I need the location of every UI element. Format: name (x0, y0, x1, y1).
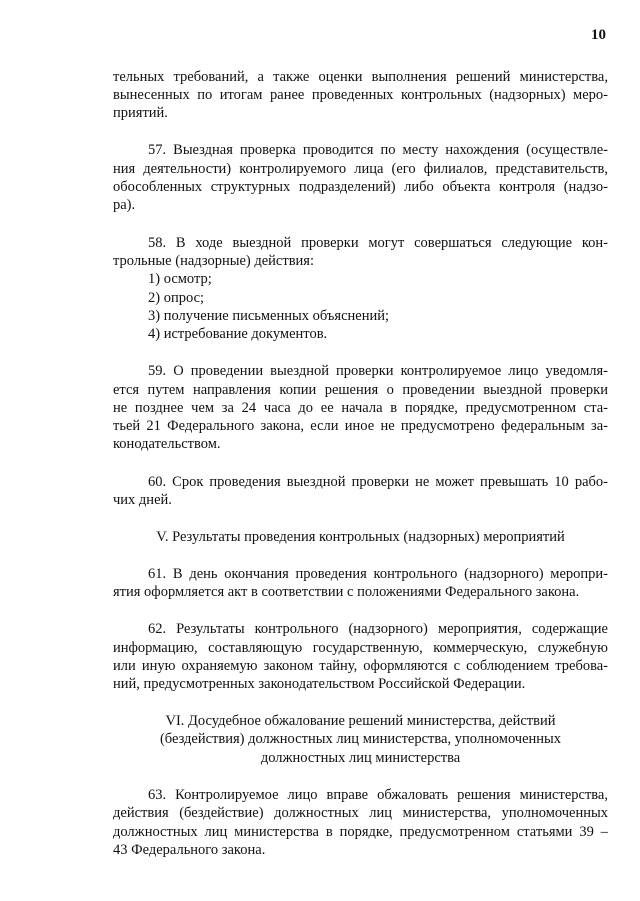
paragraph-line: 4) истребование документов. (148, 326, 328, 342)
paragraph-line: 63. Контролируемое лицо вправе обжаловать решения министерства, (148, 787, 608, 803)
paragraph-line: чих дней. (113, 492, 172, 508)
paragraph-line: ний, предусмотренных законодательством Российской Федерации. (113, 676, 526, 692)
page-number: 10 (591, 27, 606, 43)
paragraph-line: трольные (надзорные) действия: (113, 253, 314, 269)
section-heading-line: V. Результаты проведения контрольных (надзорных) мероприятий (156, 529, 565, 545)
paragraph-line: вынесенных по итогам ранее проведенных контрольных (надзорных) меро- (113, 87, 608, 103)
paragraph-line: 2) опрос; (148, 290, 205, 306)
section-heading-line: VI. Досудебное обжалование решений министерства, действий (165, 713, 556, 729)
paragraph-line: 3) получение письменных объяснений; (148, 308, 390, 324)
paragraph-line: ния деятельности) контролируемого лица (его филиалов, представительств, (113, 161, 608, 177)
paragraph-line: ятия оформляется акт в соответствии с положениями Федерального закона. (113, 584, 580, 600)
paragraph-line: конодательством. (113, 436, 221, 452)
paragraph-line: обособленных структурных подразделений) либо объекта контроля (надзо- (113, 179, 608, 195)
paragraph-line: не позднее чем за 24 часа до ее начала в порядке, предусмотренном ста- (113, 400, 608, 416)
paragraph-line: тьей 21 Федерального закона, если иное не предусмотрено федеральным за- (113, 418, 608, 434)
paragraph-line: должностных лиц министерства в порядке, предусмотренном статьями 39 – (113, 824, 608, 840)
paragraph-line: приятий. (113, 105, 168, 121)
section-heading-line: (бездействия) должностных лиц министерства, уполномоченных (159, 731, 562, 747)
paragraph-line: 58. В ходе выездной проверки могут совершаться следующие кон- (148, 235, 608, 251)
paragraph-line: 57. Выездная проверка проводится по месту нахождения (осуществле- (148, 142, 608, 158)
paragraph-line: 59. О проведении выездной проверки контролируемое лицо уведомля- (148, 363, 608, 379)
section-heading-line: должностных лиц министерства (260, 750, 461, 766)
paragraph-line: тельных требований, а также оценки выполнения решений министерства, (113, 69, 608, 85)
paragraph-line: информацию, составляющую государственную, коммерческую, служебную (113, 640, 608, 656)
paragraph-line: ра). (113, 197, 136, 213)
paragraph-line: ется путем направления копии решения о проведении выездной проверки (113, 382, 608, 398)
paragraph-line: 43 Федерального закона. (113, 842, 266, 858)
paragraph-line: 60. Срок проведения выездной проверки не может превышать 10 рабо- (148, 474, 608, 490)
paragraph-line: 1) осмотр; (148, 271, 212, 287)
paragraph-line: 62. Результаты контрольного (надзорного) мероприятия, содержащие (148, 621, 608, 637)
paragraph-line: действия (бездействие) должностных лиц министерства, уполномоченных (113, 805, 608, 821)
paragraph-line: или иную охраняемую законом тайну, оформляются с соблюдением требова- (113, 658, 608, 674)
paragraph-line: 61. В день окончания проведения контрольного (надзорного) меропри- (148, 566, 608, 582)
